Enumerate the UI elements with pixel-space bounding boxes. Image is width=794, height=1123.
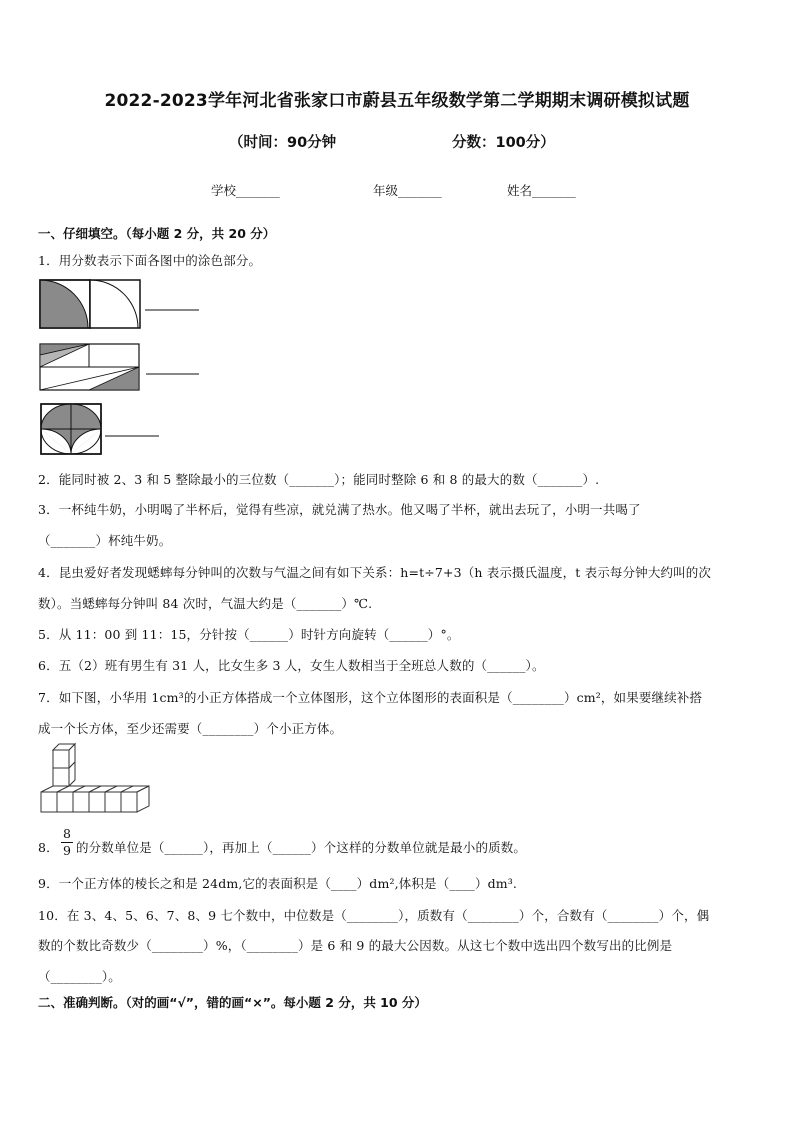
total-score: 分数：100分） bbox=[452, 135, 555, 151]
question-8: 的分数单位是（______），再加上（______）个这样的分数单位就是最小的质数。 bbox=[76, 840, 527, 855]
fraction-numerator: 8 bbox=[63, 826, 71, 841]
question-1: 1．用分数表示下面各图中的涂色部分。 bbox=[38, 253, 262, 268]
question-4-line-2: 数）。当蟋蟀每分钟叫 84 次时，气温大约是（_______）℃. bbox=[38, 596, 373, 611]
question-10-line-3: （________）。 bbox=[38, 969, 121, 984]
figure-3-square-arcs bbox=[39, 402, 164, 457]
grade-field: 年级_______ bbox=[373, 183, 442, 198]
figure-2-rectangle-triangles bbox=[39, 343, 204, 393]
question-2: 2．能同时被 2、3 和 5 整除最小的三位数（_______）；能同时整除 6 和 8 的最大的数（_______）. bbox=[38, 472, 600, 487]
question-8-number: 8． bbox=[38, 840, 59, 855]
page-title: 2022-2023学年河北省张家口市蔚县五年级数学第二学期期末调研模拟试题 bbox=[104, 91, 690, 111]
question-4-line-1: 4．昆虫爱好者发现蟋蟀每分钟叫的次数与气温之间有如下关系：h=t÷7+3（h 表示摄氏温度，t 表示每分钟大约叫的次 bbox=[38, 565, 712, 580]
fraction-denominator: 9 bbox=[63, 843, 71, 858]
question-7-line-1: 7．如下图，小华用 1cm³的小正方体搭成一个立体图形，这个立体图形的表面积是（________）cm²，如果要继续补搭 bbox=[38, 690, 703, 705]
section-2-heading: 二、准确判断。（对的画“√”，错的画“×”。每小题 2 分，共 10 分） bbox=[38, 995, 427, 1010]
section-1-heading: 一、仔细填空。（每小题 2 分，共 20 分） bbox=[38, 226, 276, 241]
question-7-line-2: 成一个长方体，至少还需要（________）个小正方体。 bbox=[38, 721, 343, 736]
school-field: 学校_______ bbox=[211, 183, 280, 198]
name-field: 姓名_______ bbox=[507, 183, 576, 198]
question-9: 9．一个正方体的棱长之和是 24dm,它的表面积是（____）dm²,体积是（____）dm³. bbox=[38, 876, 518, 891]
question-10-line-2: 数的个数比奇数少（________）%，（________）是 6 和 9 的最大公因数。从这七个数中选出四个数写出的比例是 bbox=[38, 938, 673, 953]
question-6: 6．五（2）班有男生有 31 人，比女生多 3 人，女生人数相当于全班总人数的（______）。 bbox=[38, 658, 545, 673]
question-5: 5．从 11：00 到 11：15，分针按（______）时针方向旋转（______）°。 bbox=[38, 627, 460, 642]
question-3-line-1: 3．一杯纯牛奶，小明喝了半杯后，觉得有些凉，就兑满了热水。他又喝了半杯，就出去玩了，小明一共喝了 bbox=[38, 502, 641, 517]
fraction-eight-ninths bbox=[60, 826, 74, 859]
figure-1-quarter-circles bbox=[39, 279, 204, 331]
figure-7-cube-stack bbox=[39, 748, 159, 820]
question-3-line-2: （_______）杯纯牛奶。 bbox=[38, 533, 172, 548]
time-limit: （时间：90分钟 bbox=[229, 135, 337, 151]
question-10-line-1: 10．在 3、4、5、6、7、8、9 七个数中，中位数是（________），质数有（________）个，合数有（________）个，偶 bbox=[38, 908, 710, 923]
